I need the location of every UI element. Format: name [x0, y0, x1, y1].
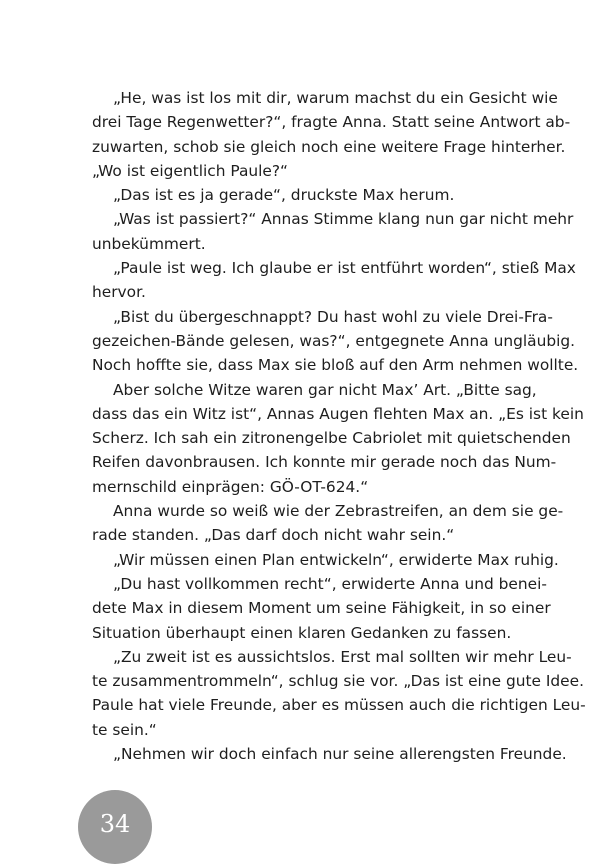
text-line: „Das ist es ja gerade“, druckste Max herum.: [113, 186, 455, 205]
text-line: „Wo ist eigentlich Paule?“: [92, 161, 289, 180]
text-line: „Wir müssen einen Plan entwickeln“, erwiderte Max ruhig.: [113, 550, 559, 569]
text-line: dass das ein Witz ist“, Annas Augen flehten Max an. „Es ist kein: [92, 404, 584, 423]
page-number-badge: [78, 790, 152, 864]
text-line: „Zu zweit ist es aussichtslos. Erst mal sollten wir mehr Leu-: [113, 647, 572, 666]
text-line: Noch hoffte sie, dass Max sie bloß auf den Arm nehmen wollte.: [92, 356, 579, 375]
text-line: drei Tage Regenwetter?“, fragte Anna. Statt seine Antwort ab-: [92, 113, 571, 132]
text-line: rade standen. „Das darf doch nicht wahr sein.“: [92, 526, 455, 545]
text-line: te sein.“: [92, 720, 157, 739]
text-line: „Paule ist weg. Ich glaube er ist entführt worden“, stieß Max: [113, 259, 576, 278]
text-line: te zusammentrommeln“, schlug sie vor. „Das ist eine gute Idee.: [92, 672, 585, 691]
text-line: unbekümmert.: [92, 234, 206, 253]
book-page-text: [92, 86, 586, 766]
text-line: Situation überhaupt einen klaren Gedanken zu fassen.: [92, 623, 512, 642]
text-line: „Bist du übergeschnappt? Du hast wohl zu viele Drei-Fra-: [113, 307, 553, 326]
text-line: Reifen davonbrausen. Ich konnte mir gerade noch das Num-: [92, 453, 557, 472]
text-line: Anna wurde so weiß wie der Zebrastreifen, an dem sie ge-: [113, 502, 564, 521]
text-line: gezeichen-Bände gelesen, was?“, entgegnete Anna ungläubig.: [92, 331, 576, 350]
text-line: „Du hast vollkommen recht“, erwiderte Anna und benei-: [113, 574, 547, 593]
text-line: zuwarten, schob sie gleich noch eine weitere Frage hinterher.: [92, 137, 566, 156]
text-line: „Nehmen wir doch einfach nur seine allerengsten Freunde.: [113, 745, 567, 764]
text-line: „He, was ist los mit dir, warum machst du ein Gesicht wie: [113, 89, 558, 107]
text-line: dete Max in diesem Moment um seine Fähigkeit, in so einer: [92, 599, 551, 618]
text-line: Paule hat viele Freunde, aber es müssen auch die richtigen Leu-: [92, 696, 586, 715]
text-line: Aber solche Witze waren gar nicht Max’ Art. „Bitte sag,: [113, 380, 537, 399]
text-line: Scherz. Ich sah ein zitronengelbe Cabriolet mit quietschenden: [92, 429, 571, 448]
text-line: hervor.: [92, 283, 146, 302]
text-line: mernschild einprägen: GÖ-OT-624.“: [92, 477, 369, 496]
page-number: 34: [99, 810, 131, 838]
text-line: „Was ist passiert?“ Annas Stimme klang nun gar nicht mehr: [113, 210, 574, 229]
